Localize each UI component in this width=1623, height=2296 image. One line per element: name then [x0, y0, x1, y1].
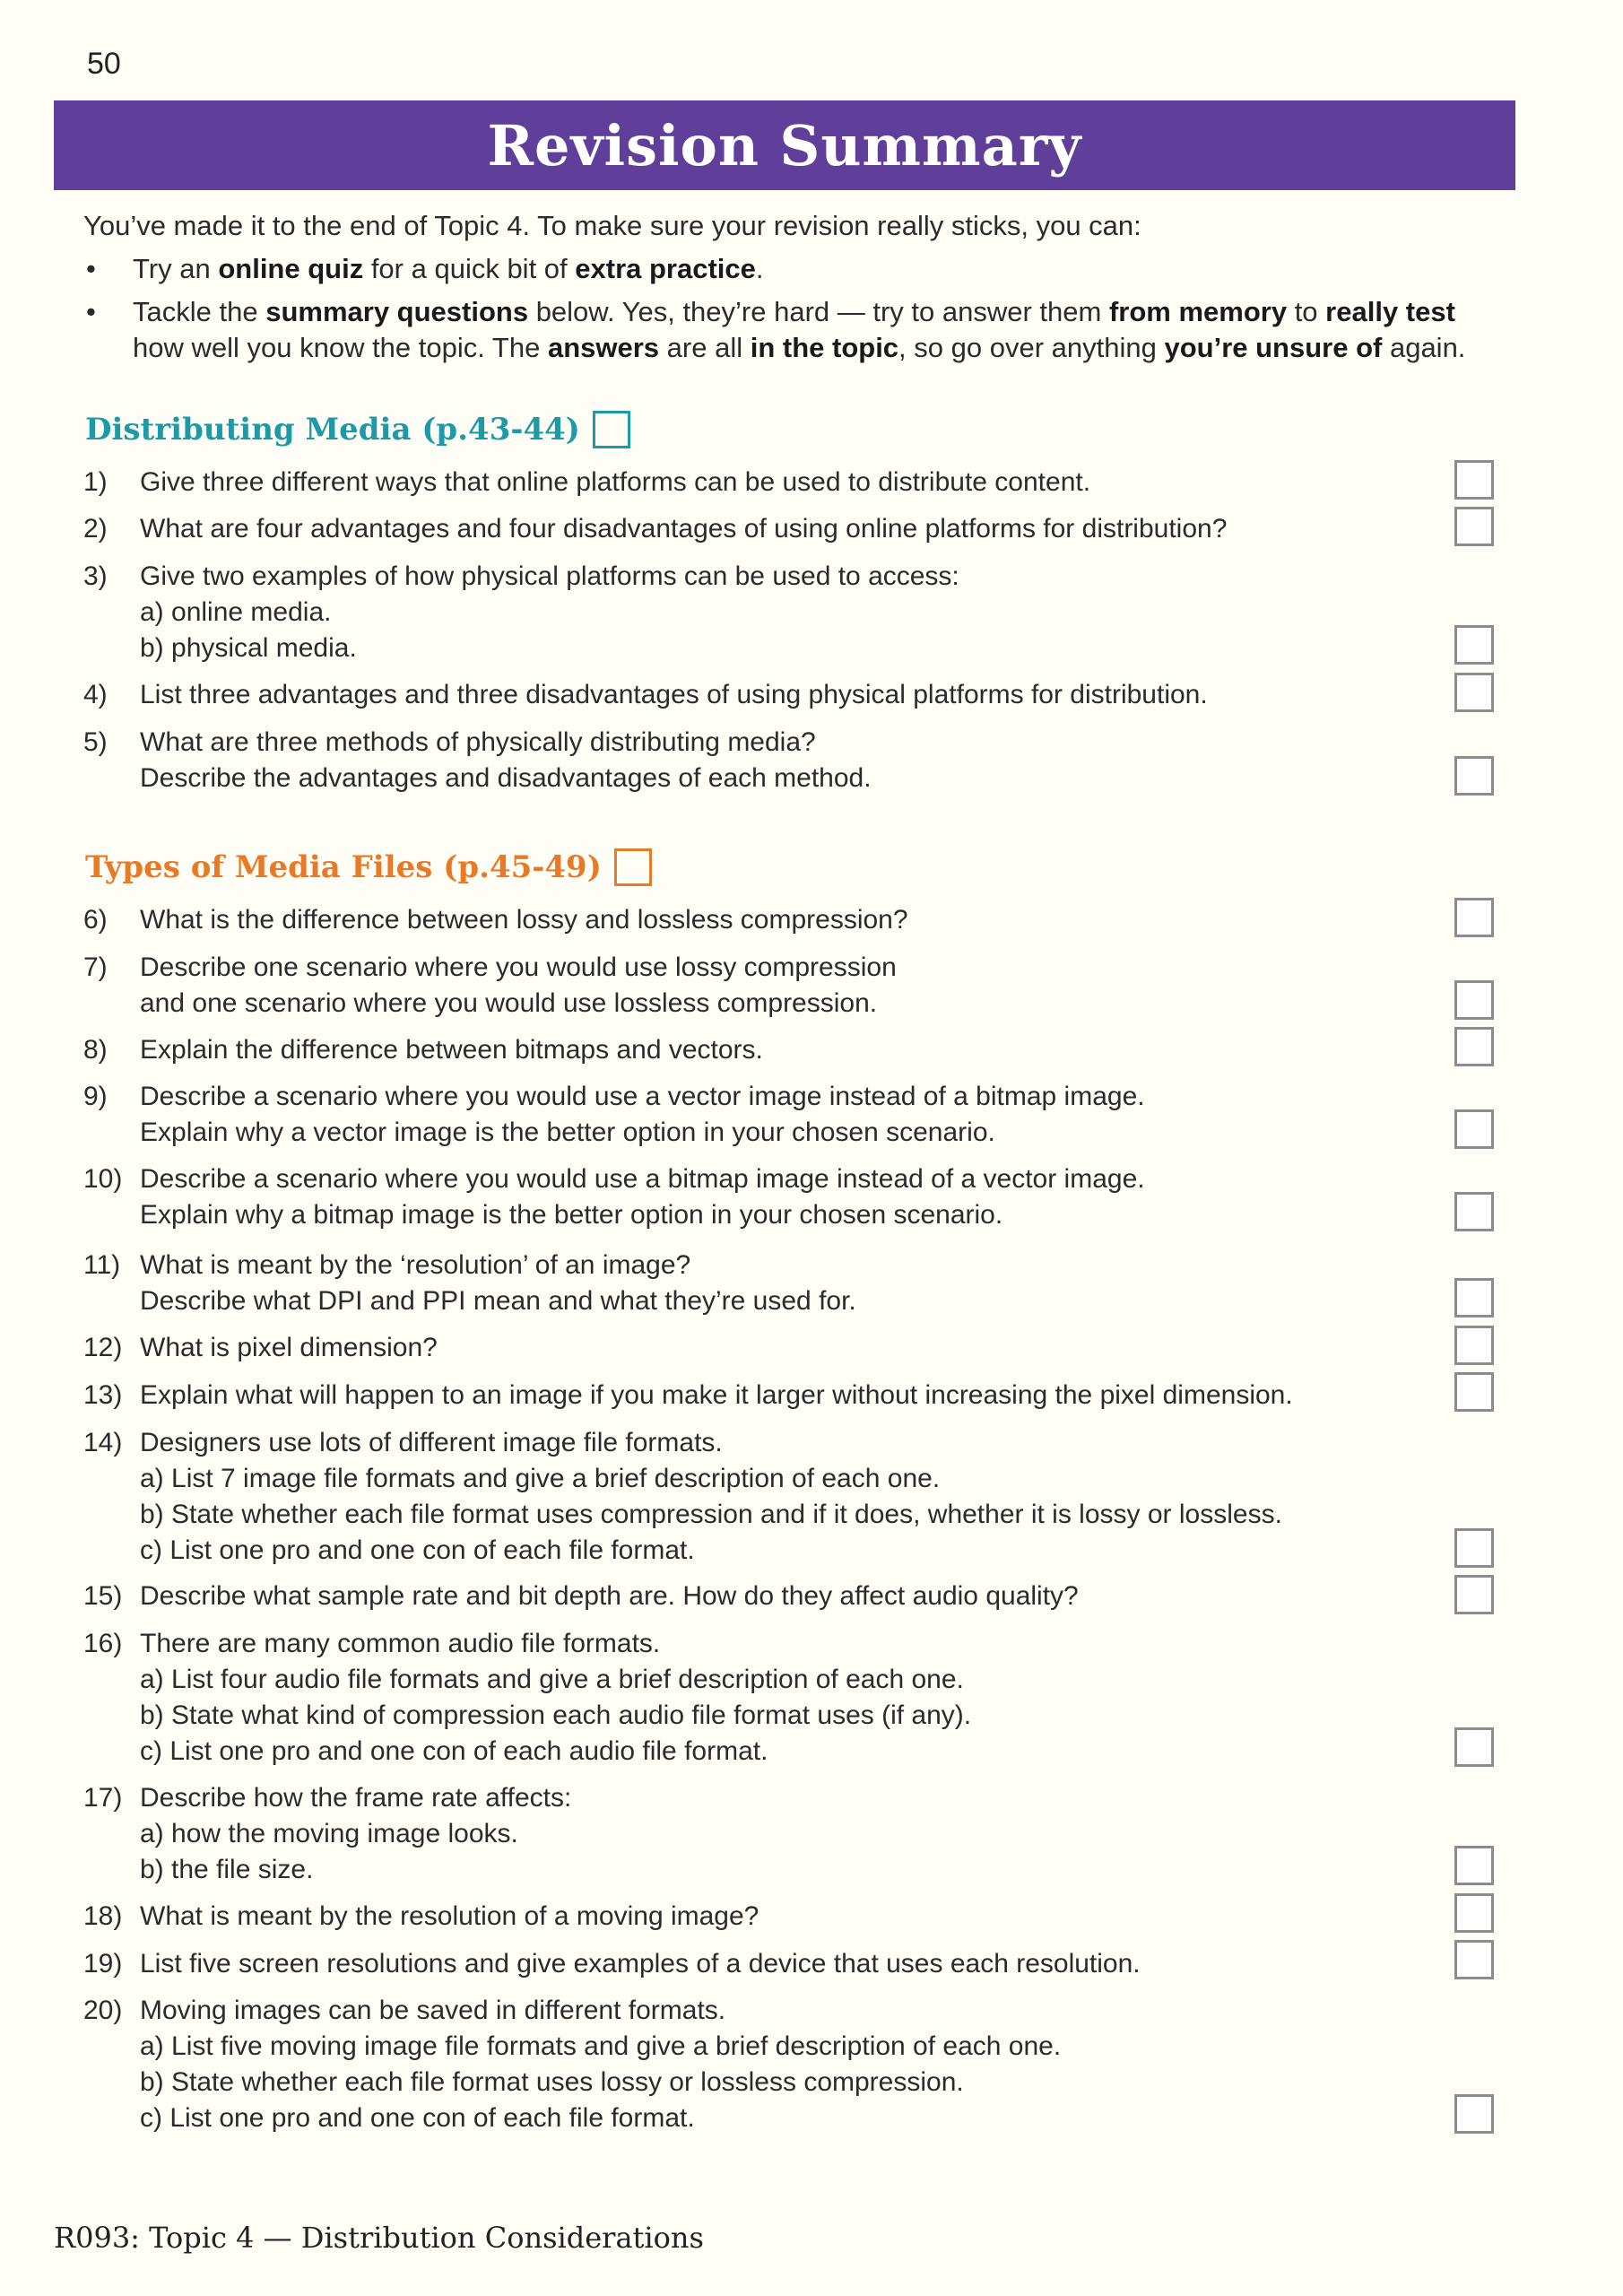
checkbox-question-13[interactable] [1454, 1372, 1494, 1412]
bold-text: you’re unsure of [1164, 332, 1383, 363]
text: Tackle the [133, 296, 266, 327]
question-text: Give three different ways that online platforms can be used to distribute content. [140, 467, 1091, 497]
intro-bullet-quiz [83, 251, 1482, 287]
text: to [1287, 296, 1326, 327]
question-text: a) how the moving image looks. [140, 1819, 518, 1848]
question-number: 15) [83, 1581, 123, 1611]
question-text: b) State whether each file format uses lossy or lossless compression. [140, 2067, 964, 2097]
checkbox-question-8[interactable] [1454, 1027, 1494, 1066]
section-heading-distributing-media [85, 411, 630, 448]
question-text: Describe what DPI and PPI mean and what they’re used for. [140, 1286, 856, 1316]
section-checkbox[interactable] [593, 411, 630, 448]
checkbox-question-17[interactable] [1454, 1846, 1494, 1885]
page-number: 50 [87, 47, 121, 81]
question-19 [83, 1946, 1482, 1982]
intro-bullet-summary [83, 294, 1482, 366]
question-text: Designers use lots of different image file formats. [140, 1428, 723, 1457]
question-text: What is pixel dimension? [140, 1333, 438, 1362]
question-number: 5) [83, 727, 108, 757]
question-text: Describe the advantages and disadvantages of each method. [140, 763, 872, 793]
bold-text: in the topic [750, 332, 899, 363]
checkbox-question-1[interactable] [1454, 460, 1494, 500]
question-number: 12) [83, 1333, 123, 1362]
question-text: List three advantages and three disadvantages of using physical platforms for distribution. [140, 680, 1208, 709]
text: are all [659, 332, 751, 363]
question-text: a) List five moving image file formats and give a brief description of each one. [140, 2031, 1062, 2061]
question-text: List five screen resolutions and give examples of a device that uses each resolution. [140, 1949, 1141, 1979]
question-text: What are four advantages and four disadvantages of using online platforms for distribution? [140, 514, 1228, 544]
question-number: 10) [83, 1164, 123, 1194]
question-text: c) List one pro and one con of each file format. [140, 1535, 695, 1565]
extra-practice-text: extra practice [575, 253, 756, 284]
question-text: Describe what sample rate and bit depth are. How do they affect audio quality? [140, 1581, 1079, 1611]
question-text: a) online media. [140, 597, 332, 627]
question-text: What are three methods of physically distributing media? [140, 727, 816, 757]
text: , so go over anything [898, 332, 1165, 363]
question-text: Describe a scenario where you would use a bitmap image instead of a vector image. [140, 1164, 1145, 1194]
question-text: Give two examples of how physical platforms can be used to access: [140, 561, 959, 591]
bold-text: answers [547, 332, 660, 363]
checkbox-question-9[interactable] [1454, 1109, 1494, 1149]
question-9 [83, 1079, 1482, 1151]
bold-text: really test [1325, 296, 1455, 327]
bullet-dot-icon: • [86, 296, 96, 327]
text: below. Yes, they’re hard — try to answer them [528, 296, 1109, 327]
bold-text: summary questions [265, 296, 529, 327]
question-16 [83, 1626, 1482, 1770]
question-number: 11) [83, 1250, 121, 1280]
question-number: 2) [83, 514, 108, 544]
section-title: Types of Media Files (p.45-49) [85, 849, 602, 885]
checkbox-question-12[interactable] [1454, 1326, 1494, 1365]
checkbox-question-5[interactable] [1454, 756, 1494, 796]
question-17 [83, 1780, 1482, 1888]
page-title: Revision Summary [487, 112, 1082, 178]
question-text: Explain why a vector image is the better option in your chosen scenario. [140, 1118, 995, 1147]
question-text: c) List one pro and one con of each file format. [140, 2103, 695, 2133]
question-15 [83, 1578, 1482, 1614]
question-number: 8) [83, 1035, 108, 1065]
checkbox-question-18[interactable] [1454, 1893, 1494, 1933]
bullet-dot-icon: • [86, 253, 96, 284]
question-text: b) physical media. [140, 633, 357, 663]
checkbox-question-16[interactable] [1454, 1727, 1494, 1767]
question-text: Describe a scenario where you would use a vector image instead of a bitmap image. [140, 1082, 1145, 1111]
question-7 [83, 950, 1482, 1022]
page-title-banner [54, 100, 1515, 190]
question-text: There are many common audio file formats. [140, 1629, 661, 1658]
question-text: What is the difference between lossy and lossless compression? [140, 905, 908, 935]
question-10 [83, 1161, 1482, 1233]
checkbox-question-7[interactable] [1454, 980, 1494, 1020]
question-5 [83, 725, 1482, 796]
question-20 [83, 1993, 1482, 2136]
checkbox-question-6[interactable] [1454, 898, 1494, 937]
checkbox-question-3[interactable] [1454, 625, 1494, 665]
question-text: Explain why a bitmap image is the better option in your chosen scenario. [140, 1200, 1003, 1230]
question-text: Moving images can be saved in different formats. [140, 1996, 726, 2025]
section-checkbox[interactable] [614, 848, 652, 886]
question-number: 7) [83, 952, 108, 982]
text: for a quick bit of [363, 253, 576, 284]
text: again. [1382, 332, 1466, 363]
question-text: a) List 7 image file formats and give a brief description of each one. [140, 1464, 941, 1493]
question-number: 18) [83, 1901, 123, 1931]
question-18 [83, 1899, 1482, 1935]
checkbox-question-4[interactable] [1454, 673, 1494, 712]
question-number: 19) [83, 1949, 123, 1979]
checkbox-question-19[interactable] [1454, 1940, 1494, 1979]
intro-lead: You’ve made it to the end of Topic 4. To make sure your revision really sticks, you can: [83, 210, 1141, 241]
section-title: Distributing Media (p.43-44) [85, 412, 580, 448]
question-number: 14) [83, 1428, 123, 1457]
question-number: 6) [83, 905, 108, 935]
question-text: Explain the difference between bitmaps and vectors. [140, 1035, 763, 1065]
checkbox-question-14[interactable] [1454, 1528, 1494, 1568]
intro-block [83, 208, 1482, 366]
checkbox-question-20[interactable] [1454, 2094, 1494, 2134]
question-text: a) List four audio file formats and give a brief description of each one. [140, 1665, 964, 1694]
question-text: b) the file size. [140, 1855, 314, 1884]
question-3 [83, 559, 1482, 666]
question-text: Explain what will happen to an image if you make it larger without increasing the pixel dimension. [140, 1380, 1293, 1410]
question-number: 3) [83, 561, 108, 591]
question-number: 20) [83, 1996, 123, 2025]
question-number: 16) [83, 1629, 123, 1658]
question-4 [83, 677, 1482, 713]
question-8 [83, 1032, 1482, 1068]
question-text: b) State whether each file format uses compression and if it does, whether it is lossy or lossless. [140, 1500, 1282, 1529]
checkbox-question-10[interactable] [1454, 1192, 1494, 1231]
online-quiz-text: online quiz [218, 253, 364, 284]
question-text: What is meant by the ‘resolution’ of an image? [140, 1250, 691, 1280]
question-11 [83, 1248, 1482, 1319]
text: . [755, 253, 764, 284]
page-footer: R093: Topic 4 — Distribution Considerations [54, 2221, 704, 2255]
section-heading-types-of-media-files [85, 848, 652, 886]
bold-text: from memory [1108, 296, 1288, 327]
checkbox-question-11[interactable] [1454, 1278, 1494, 1318]
question-14 [83, 1425, 1482, 1569]
question-text: and one scenario where you would use lossless compression. [140, 988, 878, 1018]
checkbox-question-2[interactable] [1454, 507, 1494, 546]
question-12 [83, 1330, 1482, 1366]
checkbox-question-15[interactable] [1454, 1575, 1494, 1614]
question-1 [83, 465, 1482, 500]
question-number: 4) [83, 680, 108, 709]
question-text: What is meant by the resolution of a moving image? [140, 1901, 759, 1931]
question-6 [83, 902, 1482, 938]
question-number: 9) [83, 1082, 108, 1111]
question-number: 13) [83, 1380, 123, 1410]
question-text: c) List one pro and one con of each audio file format. [140, 1736, 768, 1766]
text: how well you know the topic. The [133, 332, 548, 363]
question-number: 17) [83, 1783, 123, 1813]
question-text: b) State what kind of compression each audio file format uses (if any). [140, 1700, 972, 1730]
text: Try an [133, 253, 219, 284]
question-text: Describe one scenario where you would use lossy compression [140, 952, 897, 982]
question-text: Describe how the frame rate affects: [140, 1783, 572, 1813]
question-number: 1) [83, 467, 108, 497]
question-13 [83, 1378, 1482, 1413]
question-2 [83, 511, 1482, 547]
